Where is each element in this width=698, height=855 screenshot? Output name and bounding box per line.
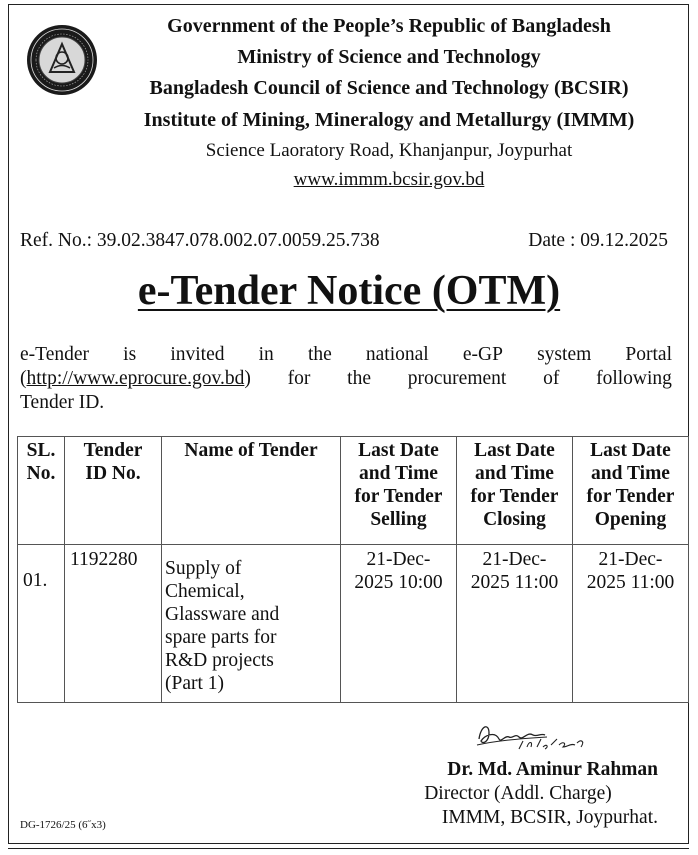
- date-line: 21-Dec-: [366, 549, 431, 570]
- footer-code: DG-1726/25 (6˝x3): [20, 819, 106, 831]
- intro-word: procurement: [407, 368, 507, 389]
- header-line: and Time: [359, 463, 438, 484]
- cell-closing-date: [457, 545, 573, 703]
- date-line: 2025 11:00: [470, 572, 559, 593]
- bottom-rule: [8, 848, 689, 849]
- header-tender-id: [65, 437, 162, 545]
- header-line: Last Date: [474, 440, 555, 461]
- date-line: 21-Dec-: [482, 549, 547, 570]
- header-sl-no: [18, 437, 65, 545]
- signatory-designation: Director (Addl. Charge): [424, 783, 612, 804]
- header-government: Government of the People’s Republic of Bangladesh: [167, 15, 611, 37]
- cell-selling-date: [341, 545, 457, 703]
- cell-tender-name: [162, 545, 341, 703]
- table-body: [18, 545, 689, 703]
- intro-word: following: [596, 368, 672, 389]
- tender-name-line: spare parts for: [165, 627, 277, 648]
- header-line: for Tender: [354, 486, 443, 507]
- tender-name-line: Glassware and: [165, 604, 280, 625]
- signatory-office: IMMM, BCSIR, Joypurhat.: [441, 807, 658, 828]
- header-line: Selling: [370, 509, 427, 530]
- intro-word: invited: [170, 344, 225, 365]
- header-line: Tender: [83, 440, 143, 461]
- notice-date: Date : 09.12.2025: [528, 230, 668, 251]
- header-line: for Tender: [586, 486, 675, 507]
- intro-word: of: [543, 368, 560, 389]
- portal-link: (http://www.eprocure.gov.bd): [20, 368, 251, 389]
- intro-word: in: [258, 344, 274, 365]
- header-line: Opening: [594, 509, 667, 530]
- intro-word: e-Tender: [20, 344, 90, 365]
- header-line: Closing: [483, 509, 546, 530]
- header-institute: Institute of Mining, Mineralogy and Metallurgy (IMMM): [143, 109, 635, 131]
- header-line: and Time: [475, 463, 554, 484]
- tender-name-line: Chemical,: [165, 581, 245, 602]
- cell-tender-id: 1192280: [65, 545, 162, 703]
- intro-word: the: [347, 368, 371, 389]
- header-line: and Time: [591, 463, 670, 484]
- tender-table: [17, 436, 689, 703]
- reference-number: Ref. No.: 39.02.3847.078.002.07.0059.25.738: [20, 230, 380, 251]
- header-ministry: Ministry of Science and Technology: [237, 46, 541, 68]
- header-line: Last Date: [590, 440, 671, 461]
- tender-name-line: (Part 1): [165, 673, 225, 694]
- signatory-name: Dr. Md. Aminur Rahman: [447, 759, 658, 780]
- intro-line-2: [20, 367, 672, 391]
- header-line: SL.: [26, 440, 56, 461]
- portal-link-url[interactable]: http://www.eprocure.gov.bd: [26, 368, 245, 389]
- intro-word: national: [365, 344, 429, 365]
- header-line: Last Date: [358, 440, 439, 461]
- intro-word: e-GP: [462, 344, 503, 365]
- header-opening-date: [573, 437, 689, 545]
- header-website-link[interactable]: www.immm.bcsir.gov.bd: [293, 169, 485, 190]
- tender-name-line: Supply of: [165, 558, 242, 579]
- header-closing-date: [457, 437, 573, 545]
- date-line: 21-Dec-: [598, 549, 663, 570]
- table-header-row: [18, 437, 689, 545]
- notice-title: e-Tender Notice (OTM): [137, 268, 561, 314]
- header-council: Bangladesh Council of Science and Technology (BCSIR): [149, 77, 629, 99]
- signature-image: [475, 717, 590, 755]
- header-address: Science Laoratory Road, Khanjanpur, Joypurhat: [205, 140, 573, 161]
- header-line: ID No.: [85, 463, 141, 484]
- table-row: [18, 545, 689, 703]
- intro-word: the: [307, 344, 332, 365]
- header-name-of-tender: [162, 437, 341, 545]
- date-line: 2025 11:00: [586, 572, 675, 593]
- header-line: No.: [26, 463, 56, 484]
- date-line: 2025 10:00: [354, 572, 443, 593]
- intro-word: Portal: [625, 344, 672, 365]
- tender-name-line: R&D projects: [165, 650, 274, 671]
- intro-word: system: [537, 344, 592, 365]
- header-line: Name of Tender: [184, 440, 318, 461]
- intro-paragraph: [20, 343, 672, 415]
- cell-sl-no: 01.: [18, 545, 65, 703]
- cell-opening-date: [573, 545, 689, 703]
- header-line: for Tender: [470, 486, 559, 507]
- intro-line-3: Tender ID.: [20, 392, 105, 413]
- header-selling-date: [341, 437, 457, 545]
- intro-line-1: [20, 343, 672, 367]
- intro-word: for: [287, 368, 311, 389]
- intro-word: is: [123, 344, 137, 365]
